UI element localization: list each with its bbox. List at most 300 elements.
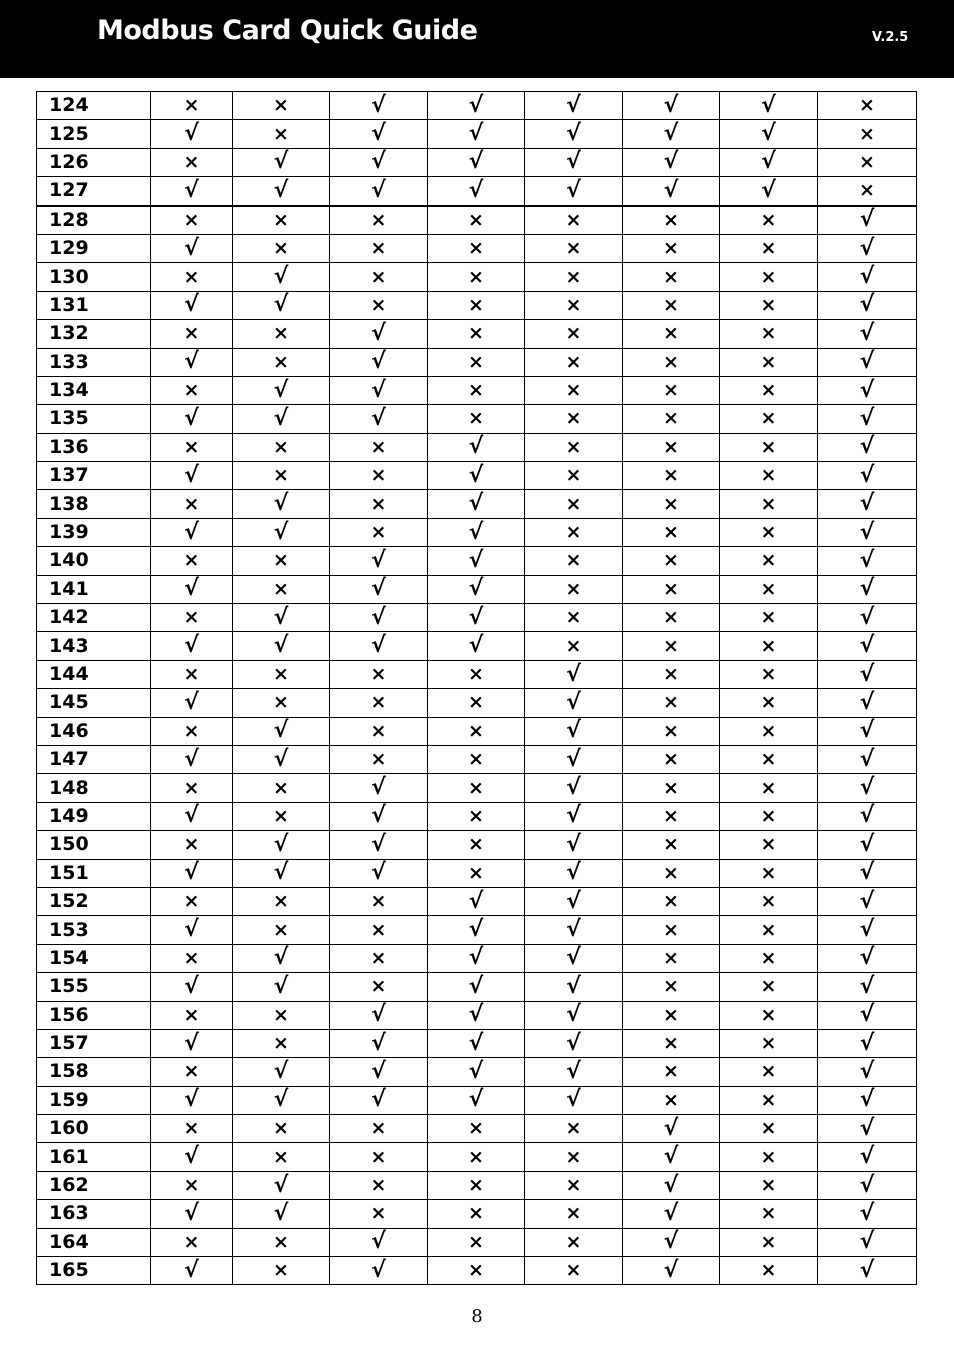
switch-off-cell: × xyxy=(623,604,720,632)
switch-on-cell: √ xyxy=(330,405,428,433)
switch-on-cell: √ xyxy=(818,320,917,348)
address-cell: 127 xyxy=(37,177,151,206)
switch-off-cell: × xyxy=(330,944,428,972)
address-cell: 131 xyxy=(37,291,151,319)
switch-off-cell: × xyxy=(623,433,720,461)
switch-off-cell: × xyxy=(330,1143,428,1171)
switch-on-cell: √ xyxy=(428,433,525,461)
switch-on-cell: √ xyxy=(818,717,917,745)
switch-off-cell: × xyxy=(623,689,720,717)
table-row xyxy=(37,831,917,859)
table-row xyxy=(37,348,917,376)
switch-off-cell: × xyxy=(623,660,720,688)
switch-off-cell: × xyxy=(330,462,428,490)
switch-off-cell: × xyxy=(330,887,428,915)
switch-on-cell: √ xyxy=(233,376,330,404)
switch-off-cell: × xyxy=(623,745,720,773)
switch-off-cell: × xyxy=(525,575,623,603)
table-row xyxy=(37,547,917,575)
switch-off-cell: × xyxy=(151,831,233,859)
address-cell: 143 xyxy=(37,632,151,660)
switch-on-cell: √ xyxy=(525,859,623,887)
switch-off-cell: × xyxy=(818,148,917,176)
switch-on-cell: √ xyxy=(151,689,233,717)
switch-off-cell: × xyxy=(720,462,818,490)
switch-off-cell: × xyxy=(720,660,818,688)
switch-off-cell: × xyxy=(525,547,623,575)
switch-on-cell: √ xyxy=(330,348,428,376)
switch-off-cell: × xyxy=(428,1257,525,1285)
switch-on-cell: √ xyxy=(623,1228,720,1256)
switch-on-cell: √ xyxy=(818,831,917,859)
switch-off-cell: × xyxy=(428,206,525,235)
address-cell: 133 xyxy=(37,348,151,376)
switch-on-cell: √ xyxy=(233,973,330,1001)
switch-on-cell: √ xyxy=(818,745,917,773)
switch-on-cell: √ xyxy=(151,859,233,887)
switch-on-cell: √ xyxy=(233,263,330,291)
address-cell: 145 xyxy=(37,689,151,717)
switch-on-cell: √ xyxy=(330,177,428,206)
switch-off-cell: × xyxy=(623,1001,720,1029)
dip-switch-table xyxy=(36,91,917,1285)
switch-on-cell: √ xyxy=(233,717,330,745)
switch-on-cell: √ xyxy=(330,1001,428,1029)
switch-on-cell: √ xyxy=(525,774,623,802)
switch-off-cell: × xyxy=(720,433,818,461)
address-cell: 139 xyxy=(37,518,151,546)
switch-on-cell: √ xyxy=(525,689,623,717)
address-cell: 135 xyxy=(37,405,151,433)
switch-off-cell: × xyxy=(720,1001,818,1029)
switch-off-cell: × xyxy=(720,689,818,717)
switch-off-cell: × xyxy=(151,320,233,348)
switch-on-cell: √ xyxy=(818,859,917,887)
page-header xyxy=(0,0,954,78)
switch-on-cell: √ xyxy=(151,462,233,490)
switch-on-cell: √ xyxy=(818,1171,917,1199)
switch-off-cell: × xyxy=(525,320,623,348)
switch-off-cell: × xyxy=(525,1257,623,1285)
switch-off-cell: × xyxy=(428,320,525,348)
switch-on-cell: √ xyxy=(525,973,623,1001)
switch-off-cell: × xyxy=(623,717,720,745)
address-cell: 124 xyxy=(37,92,151,120)
address-cell: 165 xyxy=(37,1257,151,1285)
switch-on-cell: √ xyxy=(151,632,233,660)
switch-off-cell: × xyxy=(525,433,623,461)
table-row xyxy=(37,177,917,206)
switch-off-cell: × xyxy=(623,405,720,433)
switch-off-cell: × xyxy=(151,774,233,802)
switch-on-cell: √ xyxy=(525,177,623,206)
switch-on-cell: √ xyxy=(330,632,428,660)
switch-off-cell: × xyxy=(720,1029,818,1057)
address-cell: 142 xyxy=(37,604,151,632)
switch-off-cell: × xyxy=(151,1228,233,1256)
switch-on-cell: √ xyxy=(428,973,525,1001)
switch-on-cell: √ xyxy=(818,575,917,603)
switch-off-cell: × xyxy=(623,462,720,490)
switch-on-cell: √ xyxy=(428,92,525,120)
address-cell: 153 xyxy=(37,916,151,944)
table-row xyxy=(37,604,917,632)
switch-off-cell: × xyxy=(623,802,720,830)
switch-off-cell: × xyxy=(233,660,330,688)
switch-off-cell: × xyxy=(428,689,525,717)
table-row xyxy=(37,490,917,518)
switch-on-cell: √ xyxy=(233,1200,330,1228)
switch-on-cell: √ xyxy=(428,944,525,972)
address-cell: 150 xyxy=(37,831,151,859)
switch-on-cell: √ xyxy=(818,405,917,433)
address-cell: 144 xyxy=(37,660,151,688)
switch-on-cell: √ xyxy=(428,120,525,148)
switch-on-cell: √ xyxy=(623,1171,720,1199)
switch-on-cell: √ xyxy=(233,859,330,887)
switch-on-cell: √ xyxy=(428,148,525,176)
switch-on-cell: √ xyxy=(525,1029,623,1057)
switch-on-cell: √ xyxy=(233,405,330,433)
switch-off-cell: × xyxy=(428,802,525,830)
switch-on-cell: √ xyxy=(525,120,623,148)
switch-off-cell: × xyxy=(623,859,720,887)
switch-off-cell: × xyxy=(428,1143,525,1171)
switch-on-cell: √ xyxy=(818,263,917,291)
switch-on-cell: √ xyxy=(233,745,330,773)
switch-off-cell: × xyxy=(623,547,720,575)
switch-on-cell: √ xyxy=(623,92,720,120)
table-row xyxy=(37,802,917,830)
switch-on-cell: √ xyxy=(233,604,330,632)
switch-off-cell: × xyxy=(151,490,233,518)
switch-on-cell: √ xyxy=(818,944,917,972)
switch-off-cell: × xyxy=(233,774,330,802)
switch-off-cell: × xyxy=(151,1171,233,1199)
switch-off-cell: × xyxy=(720,632,818,660)
address-cell: 132 xyxy=(37,320,151,348)
address-cell: 161 xyxy=(37,1143,151,1171)
switch-on-cell: √ xyxy=(151,1257,233,1285)
switch-on-cell: √ xyxy=(233,177,330,206)
switch-off-cell: × xyxy=(428,1200,525,1228)
switch-on-cell: √ xyxy=(525,148,623,176)
switch-off-cell: × xyxy=(525,234,623,262)
switch-off-cell: × xyxy=(151,148,233,176)
switch-off-cell: × xyxy=(428,774,525,802)
switch-off-cell: × xyxy=(623,518,720,546)
switch-off-cell: × xyxy=(623,1058,720,1086)
switch-off-cell: × xyxy=(720,1086,818,1114)
switch-on-cell: √ xyxy=(330,1228,428,1256)
switch-on-cell: √ xyxy=(151,1200,233,1228)
page-number: 8 xyxy=(471,1306,483,1327)
switch-on-cell: √ xyxy=(818,1143,917,1171)
address-cell: 126 xyxy=(37,148,151,176)
switch-on-cell: √ xyxy=(151,234,233,262)
switch-on-cell: √ xyxy=(151,348,233,376)
switch-on-cell: √ xyxy=(623,177,720,206)
address-cell: 146 xyxy=(37,717,151,745)
switch-on-cell: √ xyxy=(525,1086,623,1114)
switch-on-cell: √ xyxy=(151,120,233,148)
switch-on-cell: √ xyxy=(818,916,917,944)
switch-off-cell: × xyxy=(720,973,818,1001)
table-row xyxy=(37,575,917,603)
switch-off-cell: × xyxy=(525,206,623,235)
switch-on-cell: √ xyxy=(151,1029,233,1057)
switch-off-cell: × xyxy=(525,1200,623,1228)
switch-off-cell: × xyxy=(233,575,330,603)
table-row xyxy=(37,774,917,802)
switch-off-cell: × xyxy=(151,433,233,461)
switch-off-cell: × xyxy=(623,320,720,348)
switch-off-cell: × xyxy=(428,859,525,887)
switch-on-cell: √ xyxy=(525,1001,623,1029)
switch-off-cell: × xyxy=(330,433,428,461)
table-row xyxy=(37,148,917,176)
table-row xyxy=(37,120,917,148)
switch-on-cell: √ xyxy=(818,1086,917,1114)
switch-off-cell: × xyxy=(233,1228,330,1256)
switch-off-cell: × xyxy=(330,263,428,291)
switch-off-cell: × xyxy=(330,1200,428,1228)
switch-on-cell: √ xyxy=(525,745,623,773)
switch-off-cell: × xyxy=(623,263,720,291)
table-row xyxy=(37,689,917,717)
address-cell: 125 xyxy=(37,120,151,148)
switch-on-cell: √ xyxy=(818,660,917,688)
switch-off-cell: × xyxy=(623,490,720,518)
address-cell: 159 xyxy=(37,1086,151,1114)
switch-on-cell: √ xyxy=(428,1058,525,1086)
switch-off-cell: × xyxy=(233,887,330,915)
switch-off-cell: × xyxy=(720,490,818,518)
switch-off-cell: × xyxy=(233,234,330,262)
switch-on-cell: √ xyxy=(818,802,917,830)
table-row xyxy=(37,263,917,291)
switch-on-cell: √ xyxy=(151,1086,233,1114)
switch-off-cell: × xyxy=(720,1143,818,1171)
switch-on-cell: √ xyxy=(818,1200,917,1228)
switch-off-cell: × xyxy=(330,291,428,319)
switch-on-cell: √ xyxy=(623,1115,720,1143)
switch-on-cell: √ xyxy=(428,1086,525,1114)
table-row xyxy=(37,1228,917,1256)
switch-off-cell: × xyxy=(151,206,233,235)
switch-off-cell: × xyxy=(233,120,330,148)
switch-off-cell: × xyxy=(720,405,818,433)
switch-off-cell: × xyxy=(428,291,525,319)
switch-on-cell: √ xyxy=(330,376,428,404)
switch-off-cell: × xyxy=(525,462,623,490)
switch-on-cell: √ xyxy=(330,320,428,348)
table-row xyxy=(37,1115,917,1143)
switch-on-cell: √ xyxy=(818,632,917,660)
table-row xyxy=(37,376,917,404)
table-row xyxy=(37,660,917,688)
switch-off-cell: × xyxy=(720,802,818,830)
switch-on-cell: √ xyxy=(330,1029,428,1057)
switch-off-cell: × xyxy=(720,575,818,603)
switch-on-cell: √ xyxy=(818,1115,917,1143)
switch-off-cell: × xyxy=(428,717,525,745)
switch-on-cell: √ xyxy=(525,660,623,688)
switch-on-cell: √ xyxy=(623,1257,720,1285)
switch-on-cell: √ xyxy=(233,1058,330,1086)
switch-on-cell: √ xyxy=(525,944,623,972)
switch-off-cell: × xyxy=(151,1115,233,1143)
switch-on-cell: √ xyxy=(525,916,623,944)
switch-on-cell: √ xyxy=(428,575,525,603)
switch-on-cell: √ xyxy=(151,745,233,773)
table-row xyxy=(37,1001,917,1029)
switch-off-cell: × xyxy=(720,518,818,546)
switch-off-cell: × xyxy=(720,1228,818,1256)
switch-off-cell: × xyxy=(428,376,525,404)
table-row xyxy=(37,291,917,319)
table-row xyxy=(37,462,917,490)
address-cell: 137 xyxy=(37,462,151,490)
switch-on-cell: √ xyxy=(818,1257,917,1285)
switch-off-cell: × xyxy=(623,944,720,972)
switch-off-cell: × xyxy=(428,348,525,376)
switch-on-cell: √ xyxy=(428,1001,525,1029)
switch-off-cell: × xyxy=(330,745,428,773)
switch-on-cell: √ xyxy=(720,177,818,206)
switch-off-cell: × xyxy=(818,92,917,120)
switch-off-cell: × xyxy=(720,234,818,262)
table-row xyxy=(37,433,917,461)
address-cell: 157 xyxy=(37,1029,151,1057)
switch-off-cell: × xyxy=(233,802,330,830)
switch-on-cell: √ xyxy=(428,1029,525,1057)
switch-off-cell: × xyxy=(525,490,623,518)
switch-off-cell: × xyxy=(720,263,818,291)
switch-on-cell: √ xyxy=(233,944,330,972)
switch-on-cell: √ xyxy=(623,1143,720,1171)
switch-on-cell: √ xyxy=(233,1086,330,1114)
switch-on-cell: √ xyxy=(233,1171,330,1199)
switch-on-cell: √ xyxy=(818,887,917,915)
switch-off-cell: × xyxy=(623,1086,720,1114)
switch-on-cell: √ xyxy=(818,376,917,404)
switch-off-cell: × xyxy=(151,604,233,632)
switch-on-cell: √ xyxy=(330,831,428,859)
switch-on-cell: √ xyxy=(818,1228,917,1256)
address-cell: 164 xyxy=(37,1228,151,1256)
switch-on-cell: √ xyxy=(428,490,525,518)
switch-off-cell: × xyxy=(623,887,720,915)
switch-on-cell: √ xyxy=(428,462,525,490)
table-row xyxy=(37,887,917,915)
switch-on-cell: √ xyxy=(330,802,428,830)
switch-off-cell: × xyxy=(151,887,233,915)
switch-off-cell: × xyxy=(233,462,330,490)
switch-on-cell: √ xyxy=(818,1001,917,1029)
switch-off-cell: × xyxy=(330,206,428,235)
table-row xyxy=(37,206,917,235)
switch-off-cell: × xyxy=(818,177,917,206)
switch-off-cell: × xyxy=(330,916,428,944)
table-row xyxy=(37,1143,917,1171)
switch-off-cell: × xyxy=(428,1115,525,1143)
switch-off-cell: × xyxy=(720,774,818,802)
switch-off-cell: × xyxy=(330,973,428,1001)
switch-on-cell: √ xyxy=(818,348,917,376)
address-cell: 138 xyxy=(37,490,151,518)
table-row xyxy=(37,717,917,745)
switch-off-cell: × xyxy=(151,717,233,745)
switch-on-cell: √ xyxy=(720,120,818,148)
switch-off-cell: × xyxy=(525,604,623,632)
switch-off-cell: × xyxy=(233,320,330,348)
switch-on-cell: √ xyxy=(818,1029,917,1057)
address-cell: 162 xyxy=(37,1171,151,1199)
switch-off-cell: × xyxy=(720,547,818,575)
switch-off-cell: × xyxy=(720,717,818,745)
switch-off-cell: × xyxy=(623,1029,720,1057)
address-cell: 160 xyxy=(37,1115,151,1143)
switch-off-cell: × xyxy=(623,973,720,1001)
switch-off-cell: × xyxy=(720,745,818,773)
switch-off-cell: × xyxy=(151,1058,233,1086)
switch-off-cell: × xyxy=(330,234,428,262)
switch-on-cell: √ xyxy=(151,916,233,944)
switch-off-cell: × xyxy=(233,348,330,376)
switch-on-cell: √ xyxy=(330,1058,428,1086)
switch-off-cell: × xyxy=(525,376,623,404)
switch-off-cell: × xyxy=(233,689,330,717)
switch-on-cell: √ xyxy=(525,92,623,120)
switch-on-cell: √ xyxy=(151,177,233,206)
switch-off-cell: × xyxy=(623,291,720,319)
switch-off-cell: × xyxy=(428,234,525,262)
switch-on-cell: √ xyxy=(330,1086,428,1114)
switch-on-cell: √ xyxy=(330,1257,428,1285)
switch-on-cell: √ xyxy=(330,859,428,887)
switch-on-cell: √ xyxy=(428,887,525,915)
address-cell: 156 xyxy=(37,1001,151,1029)
table-row xyxy=(37,405,917,433)
switch-off-cell: × xyxy=(720,291,818,319)
switch-off-cell: × xyxy=(428,263,525,291)
switch-off-cell: × xyxy=(525,1228,623,1256)
switch-on-cell: √ xyxy=(525,717,623,745)
switch-on-cell: √ xyxy=(818,234,917,262)
switch-off-cell: × xyxy=(720,1115,818,1143)
switch-off-cell: × xyxy=(151,1001,233,1029)
address-cell: 148 xyxy=(37,774,151,802)
table-row xyxy=(37,1200,917,1228)
table-row xyxy=(37,859,917,887)
switch-off-cell: × xyxy=(720,1257,818,1285)
switch-off-cell: × xyxy=(720,916,818,944)
address-cell: 140 xyxy=(37,547,151,575)
switch-on-cell: √ xyxy=(818,689,917,717)
switch-on-cell: √ xyxy=(330,148,428,176)
switch-off-cell: × xyxy=(330,490,428,518)
switch-off-cell: × xyxy=(720,1200,818,1228)
switch-on-cell: √ xyxy=(525,1058,623,1086)
switch-off-cell: × xyxy=(330,518,428,546)
switch-on-cell: √ xyxy=(818,774,917,802)
address-cell: 134 xyxy=(37,376,151,404)
switch-off-cell: × xyxy=(330,689,428,717)
switch-off-cell: × xyxy=(428,405,525,433)
address-cell: 130 xyxy=(37,263,151,291)
switch-off-cell: × xyxy=(623,916,720,944)
